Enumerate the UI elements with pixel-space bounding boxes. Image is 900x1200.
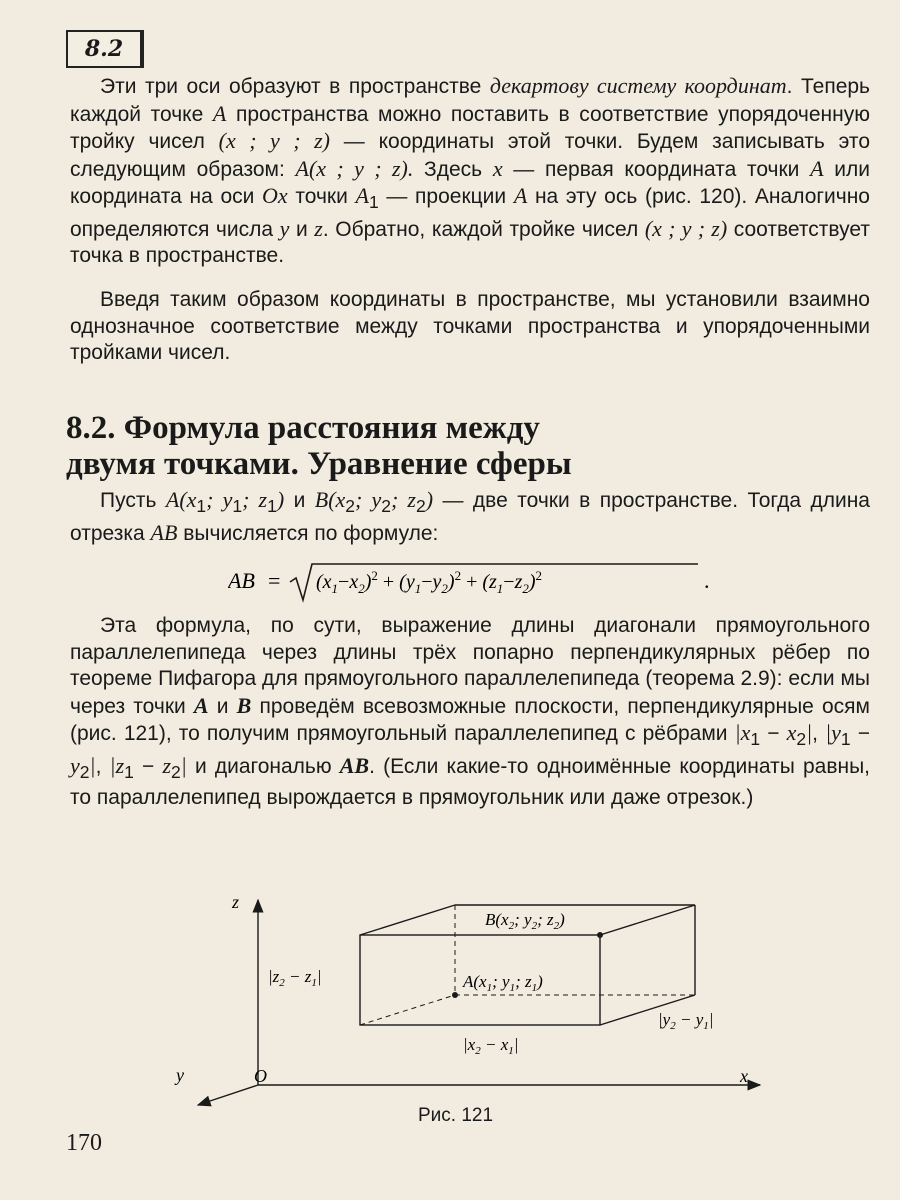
y-axis — [198, 1085, 258, 1105]
label-B: $B(x_2$; $y_2$; $z_2$) — [485, 910, 565, 932]
svg-text:.: . — [704, 568, 710, 593]
axis-x-label: x — [740, 1066, 748, 1086]
section-heading — [66, 410, 866, 482]
heading-line-2: двумя точками. Уравнение сферы — [66, 446, 572, 482]
point-B — [597, 932, 603, 938]
edge-label-z: $|z_2 - z_1|$ — [268, 967, 322, 989]
paragraph-coordinates: Эти три оси образуют в пространстве декартову систему координат. Теперь каждой точке A пространства можно поставить в соответствие упорядоченную тройку чисел (x ; y ; z) — координаты этой точки. Будем записывать это следующим образом: A(x ; y ; z). Здесь x — первая координата точки A или координата на оси Ox точки $A_1$ — проекции A на эту ось (рис. 120). Аналогично определяются числа y и z. Обратно, каждой тройке чисел (x ; y ; z) соответствует точка в пространстве. — [70, 73, 870, 268]
page-number: 170 — [66, 1130, 102, 1156]
section-tag: 8.2 — [66, 30, 144, 68]
point-A — [452, 992, 458, 998]
paragraph-correspondence: Введя таким образом координаты в пространстве, мы установили взаимно однозначное соответствие между точками пространства и упорядоченными тройками чисел. — [70, 288, 870, 364]
axis-y-label: y — [176, 1065, 184, 1085]
figure-121-parallelepiped — [150, 880, 790, 1110]
paragraph-parallelepiped: Эта формула, по сути, выражение длины диагонали прямоугольного параллелепипеда через длины трёх попарно перпендикулярных рёбер по теореме Пифагора для прямоугольного параллелепипеда (теорема 2.9): если мы через точки A и B проведём всевозможные плоскости, перпендикулярные осям (рис. 121), то получим прямоугольный параллелепипед с рёбрами $|x_1 - x_2|$, $|y_1 - y_2|$, $|z_1 - z_2|$ и диагональю AB. (Если какие-то одноимённые координаты равны, то параллелепипед вырождается в прямоугольник или даже отрезок.) — [70, 614, 870, 810]
paragraph-points: Пусть $A(x_1$; $y_1$; $z_1$) и $B(x_2$; $y_2$; $z_2$) — две точки в пространстве. Тогда длина отрезка AB вычисляется по формуле: — [70, 487, 870, 545]
distance-formula — [228, 560, 728, 610]
edge-label-y: $|y_2 - y_1|$ — [658, 1010, 714, 1032]
heading-line-1: 8.2. Формула расстояния между — [66, 410, 540, 446]
svg-text:(x1−x2)2 + (y1−y2): $(x_1-x_2)^2$ + $(y_1-y_2)^2$ + $(z_1-z_2)^2$ — [316, 568, 543, 596]
edge-label-x: $|x_2 - x_1|$ — [463, 1035, 519, 1057]
svg-text:=: = — [268, 568, 281, 593]
figure-caption: Рис. 121 — [418, 1105, 494, 1126]
label-A: $A(x_1$; $y_1$; $z_1$) — [463, 972, 543, 994]
svg-text:AB: AB — [228, 568, 255, 593]
origin-label: O — [254, 1066, 267, 1086]
axis-z-label: z — [232, 892, 240, 912]
